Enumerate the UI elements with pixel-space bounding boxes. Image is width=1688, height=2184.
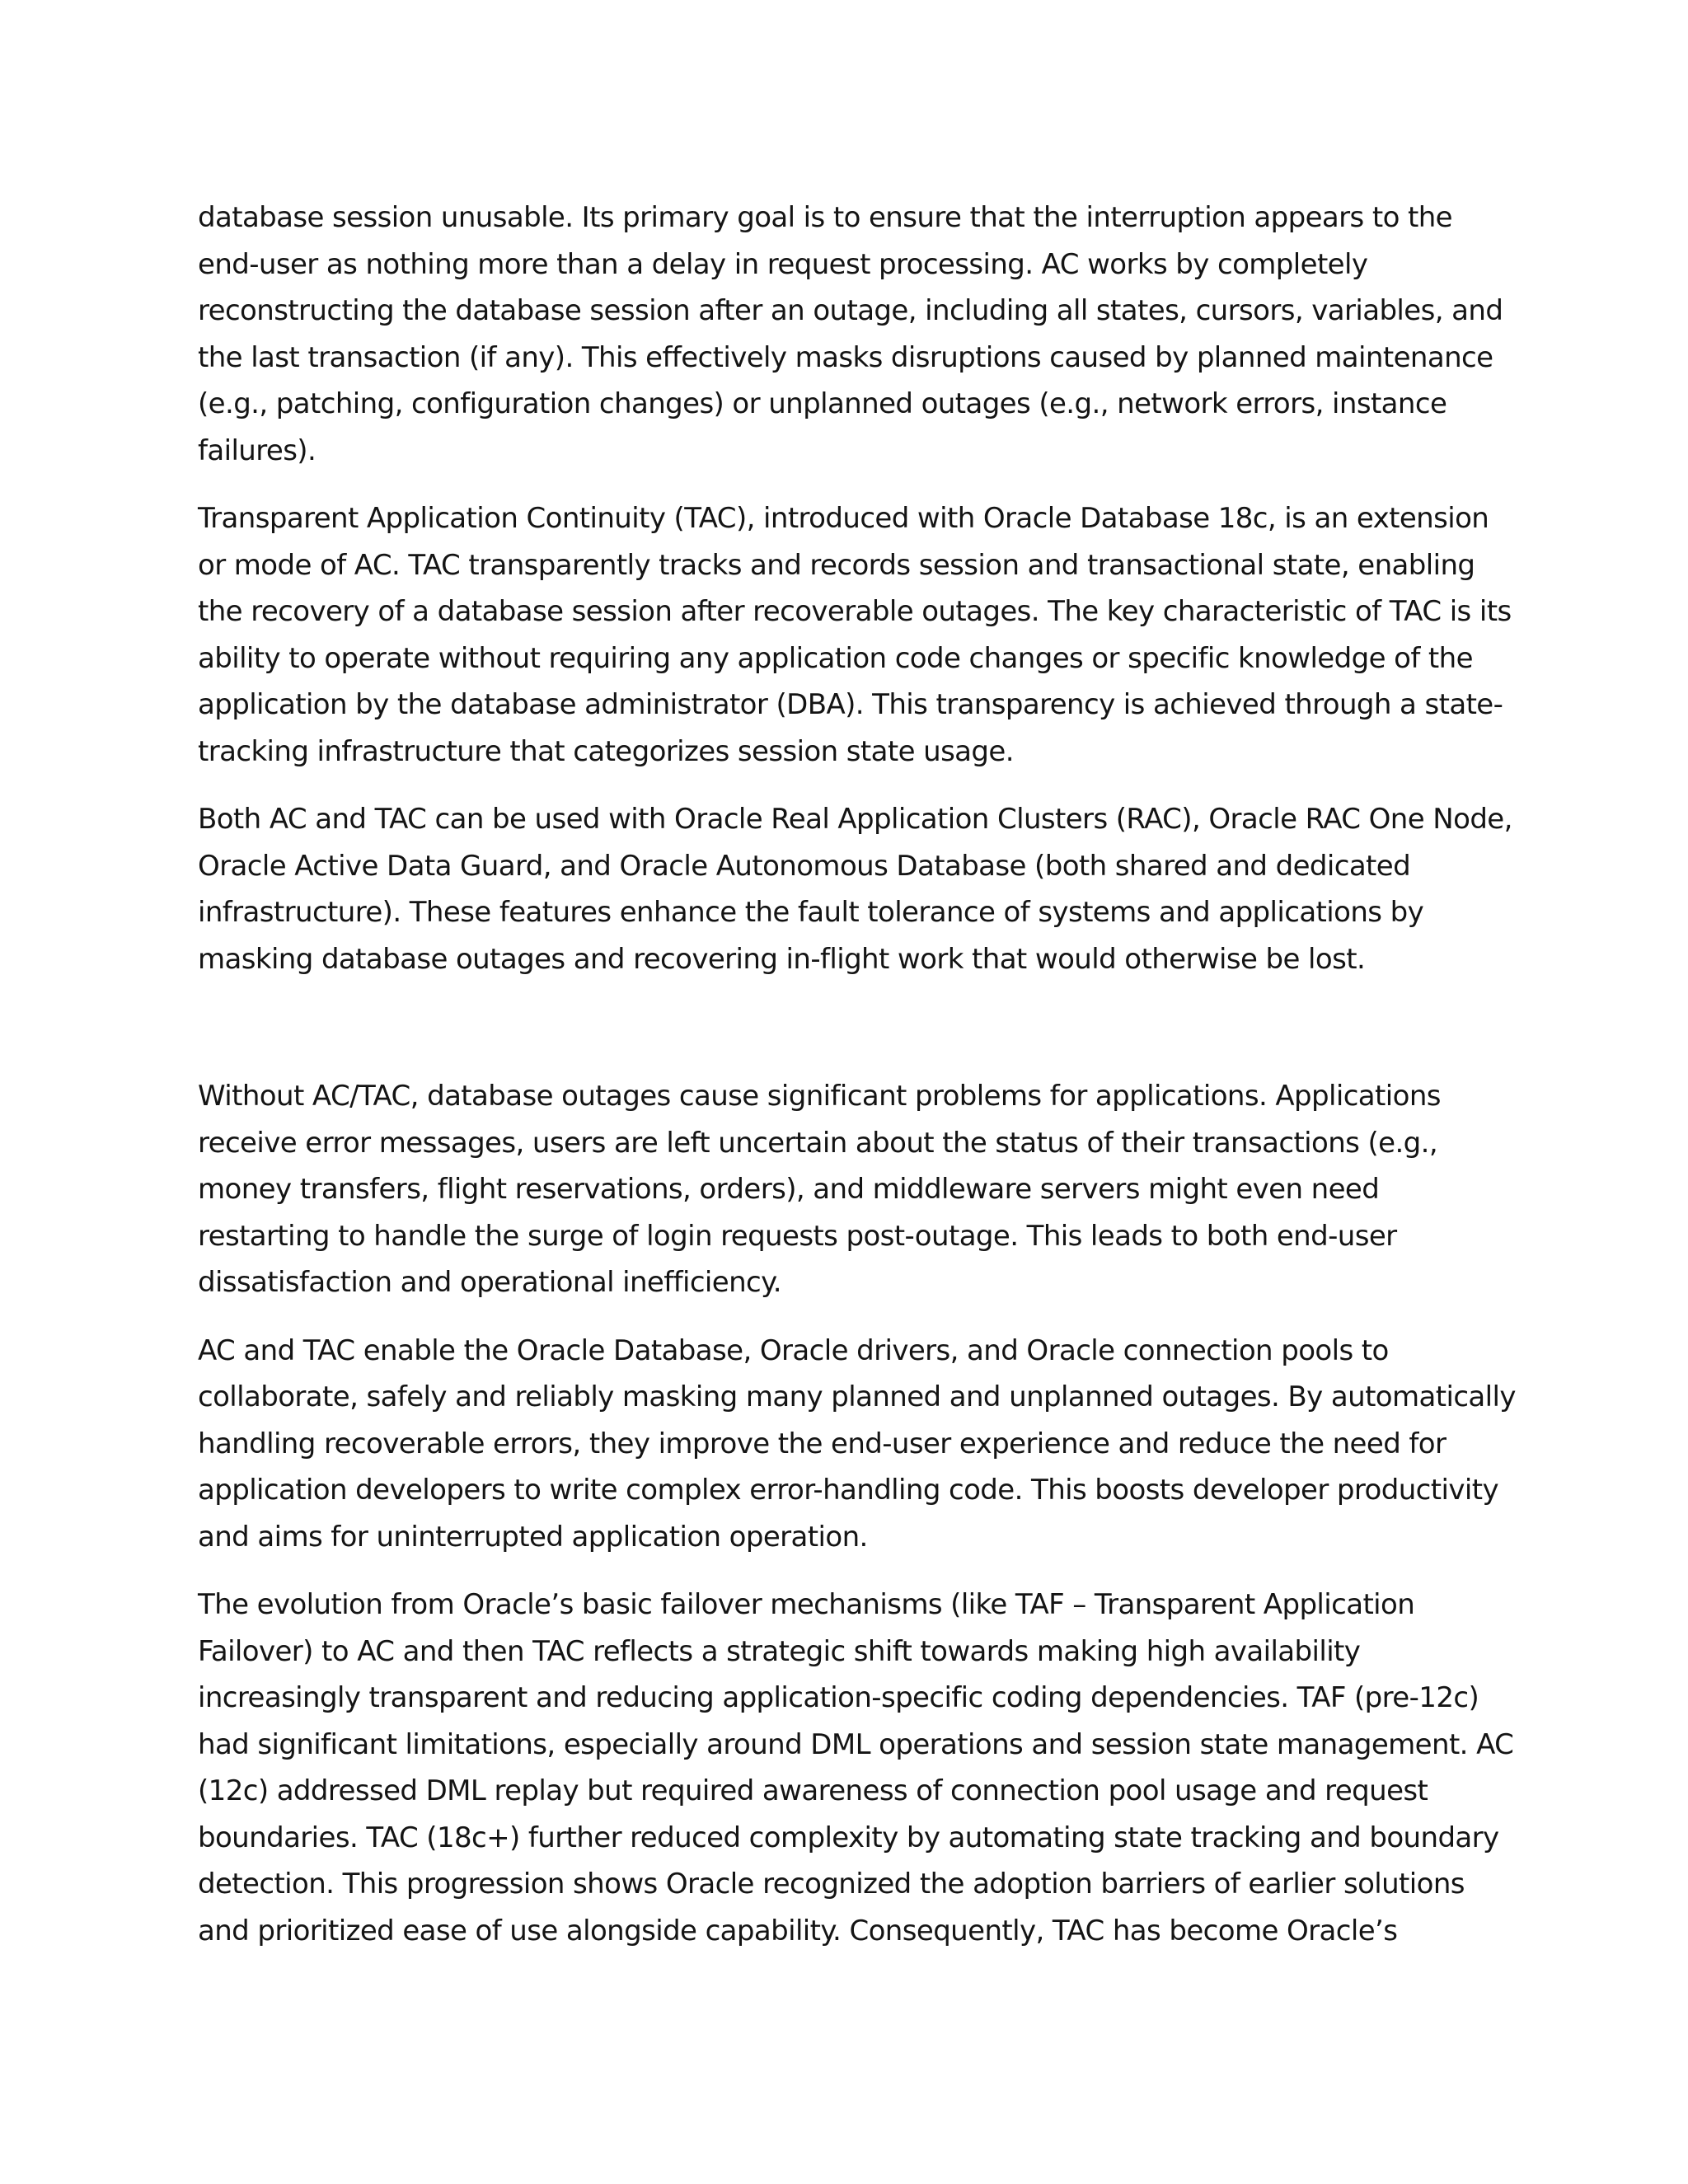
- text-line: database session unusable. Its primary goal is to ensure that the interruption appears to the: [198, 201, 1452, 234]
- text-line: Both AC and TAC can be used with Oracle Real Application Clusters (RAC), Oracle RAC One Node,: [198, 803, 1512, 836]
- text-line: dissatisfaction and operational inefficiency.: [198, 1266, 782, 1299]
- text-line: collaborate, safely and reliably masking many planned and unplanned outages. By automatically: [198, 1380, 1516, 1413]
- text-line: Oracle Active Data Guard, and Oracle Autonomous Database (both shared and dedicated: [198, 849, 1411, 883]
- text-line: AC and TAC enable the Oracle Database, Oracle drivers, and Oracle connection pools to: [198, 1333, 1389, 1367]
- text-line: application by the database administrator (DBA). This transparency is achieved through a state-: [198, 688, 1503, 721]
- text-line: the recovery of a database session after recoverable outages. The key characteristic of TAC is its: [198, 595, 1512, 628]
- text-line: restarting to handle the surge of login requests post-outage. This leads to both end-user: [198, 1219, 1397, 1253]
- text-line: or mode of AC. TAC transparently tracks and records session and transactional state, enabling: [198, 548, 1475, 582]
- paragraph-tac-overview: [198, 495, 1512, 775]
- text-line: and aims for uninterrupted application operation.: [198, 1520, 868, 1554]
- text-line: Transparent Application Continuity (TAC), introduced with Oracle Database 18c, is an extension: [198, 502, 1489, 535]
- text-line: boundaries. TAC (18c+) further reduced complexity by automating state tracking and boundary: [198, 1821, 1499, 1854]
- text-line: Failover) to AC and then TAC reflects a strategic shift towards making high availability: [198, 1634, 1361, 1668]
- text-line: masking database outages and recovering in-flight work that would otherwise be lost.: [198, 942, 1366, 976]
- text-line: receive error messages, users are left uncertain about the status of their transactions (e.g.,: [198, 1126, 1438, 1160]
- text-line: handling recoverable errors, they improve the end-user experience and reduce the need for: [198, 1427, 1447, 1460]
- paragraph-without-ac-tac: [198, 1073, 1500, 1306]
- text-line: money transfers, flight reservations, orders), and middleware servers might even need: [198, 1173, 1380, 1206]
- text-line: increasingly transparent and reducing application-specific coding dependencies. TAF (pre-12c): [198, 1681, 1479, 1714]
- text-line: The evolution from Oracle’s basic failover mechanisms (like TAF – Transparent Application: [198, 1588, 1415, 1621]
- text-line: infrastructure). These features enhance the fault tolerance of systems and applications by: [198, 896, 1424, 929]
- text-line: reconstructing the database session after an outage, including all states, cursors, variables, and: [198, 294, 1503, 327]
- text-line: the last transaction (if any). This effectively masks disruptions caused by planned maintenance: [198, 340, 1493, 374]
- text-line: ability to operate without requiring any application code changes or specific knowledge of the: [198, 641, 1473, 675]
- text-line: detection. This progression shows Oracle recognized the adoption barriers of earlier solutions: [198, 1868, 1465, 1900]
- paragraph-supported-configurations: [198, 796, 1512, 982]
- text-line: end-user as nothing more than a delay in request processing. AC works by completely: [198, 247, 1368, 281]
- text-line: (e.g., patching, configuration changes) or unplanned outages (e.g., network errors, instance: [198, 387, 1447, 420]
- section-spacer: [198, 1004, 1500, 1073]
- paragraph-evolution: [198, 1582, 1514, 1954]
- document-body: [198, 194, 1516, 1975]
- text-line: (12c) addressed DML replay but required awareness of connection pool usage and request: [198, 1774, 1428, 1807]
- paragraph-ac-overview: [198, 194, 1503, 474]
- text-line: Without AC/TAC, database outages cause significant problems for applications. Applications: [198, 1080, 1441, 1113]
- text-line: and prioritized ease of use alongside capability. Consequently, TAC has become Oracle’s: [198, 1914, 1398, 1947]
- text-line: tracking infrastructure that categorizes session state usage.: [198, 734, 1014, 768]
- text-line: failures).: [198, 434, 316, 467]
- text-line: had significant limitations, especially around DML operations and session state management. AC: [198, 1727, 1514, 1761]
- text-line: application developers to write complex error-handling code. This boosts developer productivity: [198, 1474, 1498, 1507]
- paragraph-benefits: [198, 1328, 1516, 1561]
